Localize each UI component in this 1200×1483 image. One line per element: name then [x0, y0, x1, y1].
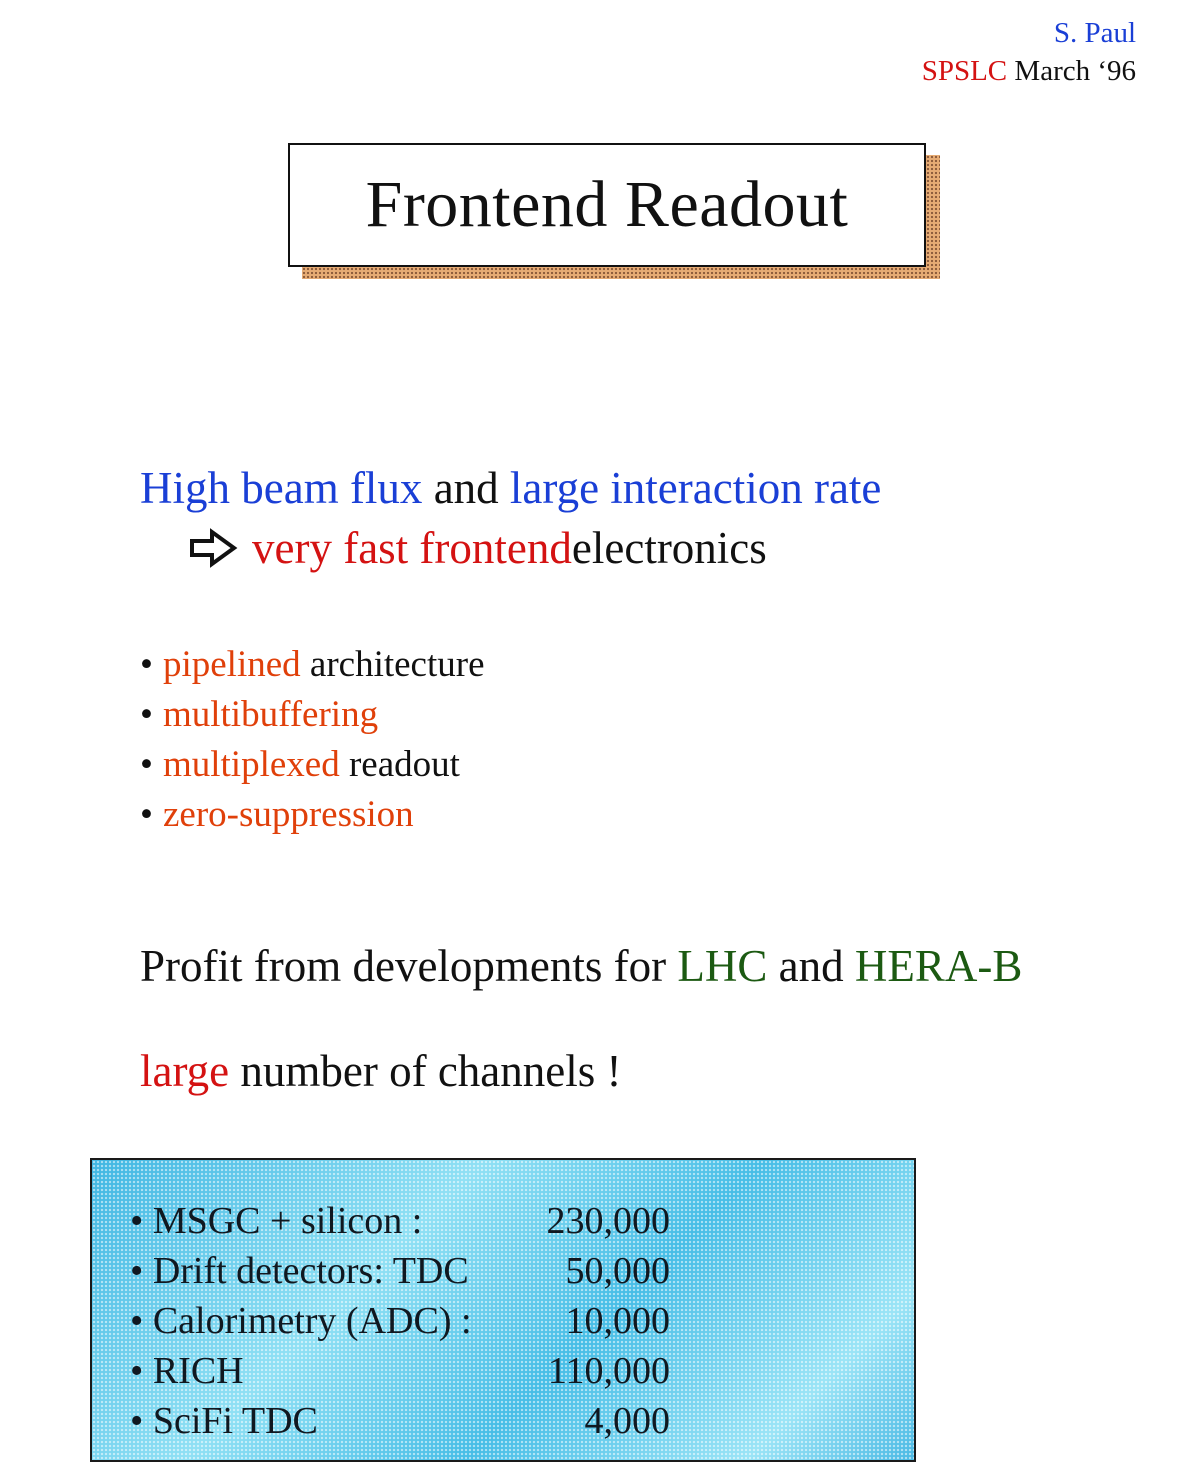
profit-text2: and	[767, 941, 855, 991]
title-frame	[288, 143, 926, 267]
bullet: •	[130, 1400, 144, 1442]
statement-part2: and	[422, 463, 510, 513]
feature-highlight: pipelined	[162, 644, 301, 685]
profit-herab: HERA-B	[854, 941, 1023, 991]
title-box	[288, 143, 926, 267]
feature-highlight: zero-suppression	[162, 794, 414, 835]
feature-rest: readout	[339, 744, 460, 785]
channels-list	[130, 1196, 670, 1446]
consequence-line	[188, 522, 767, 574]
channel-label: RICH	[152, 1350, 244, 1392]
bullet: •	[130, 1250, 144, 1292]
venue-date	[922, 52, 1136, 90]
date: March ‘96	[1014, 55, 1136, 87]
channels-note-rest: number of channels !	[229, 1046, 622, 1096]
list-item	[140, 640, 485, 690]
channel-count: 4,000	[584, 1400, 670, 1442]
channel-label: SciFi TDC	[152, 1400, 318, 1442]
feature-list	[140, 640, 485, 840]
profit-text1: Profit from developments for	[140, 941, 678, 991]
bullet: •	[130, 1350, 144, 1392]
bullet: •	[140, 794, 153, 835]
channels-table	[90, 1158, 916, 1462]
channel-label: MSGC + silicon :	[152, 1200, 423, 1242]
feature-highlight: multiplexed	[162, 744, 340, 785]
channels-note	[140, 1045, 622, 1097]
channel-count: 50,000	[565, 1250, 670, 1292]
bullet: •	[140, 744, 153, 785]
author: S. Paul	[1053, 17, 1136, 49]
table-row	[130, 1296, 670, 1346]
bullet: •	[130, 1200, 144, 1242]
bullet: •	[140, 644, 153, 685]
feature-rest: architecture	[300, 644, 485, 685]
venue: SPSLC	[921, 55, 1008, 87]
statement-part3: large interaction rate	[509, 463, 882, 513]
channel-label: Drift detectors: TDC	[152, 1250, 469, 1292]
statement-part1: High beam flux	[140, 463, 423, 513]
bullet: •	[130, 1300, 144, 1342]
right-arrow-icon	[188, 528, 238, 568]
channel-label: Calorimetry (ADC) :	[152, 1300, 472, 1342]
table-row	[130, 1346, 670, 1396]
statement-line	[140, 462, 881, 514]
channels-note-highlight: large	[140, 1046, 230, 1096]
consequence-rest: electronics	[571, 523, 767, 573]
bullet: •	[140, 694, 153, 735]
table-row	[130, 1396, 670, 1446]
slide-header	[922, 14, 1136, 90]
channel-count: 110,000	[547, 1350, 670, 1392]
table-row	[130, 1196, 670, 1246]
profit-line	[140, 940, 1022, 992]
slide-title: Frontend Readout	[365, 168, 849, 241]
table-row	[130, 1246, 670, 1296]
profit-lhc: LHC	[677, 941, 768, 991]
list-item	[140, 790, 485, 840]
consequence-highlight: very fast frontend	[252, 523, 572, 573]
list-item	[140, 690, 485, 740]
feature-highlight: multibuffering	[162, 694, 379, 735]
channel-count: 230,000	[546, 1200, 670, 1242]
channel-count: 10,000	[565, 1300, 670, 1342]
list-item	[140, 740, 485, 790]
